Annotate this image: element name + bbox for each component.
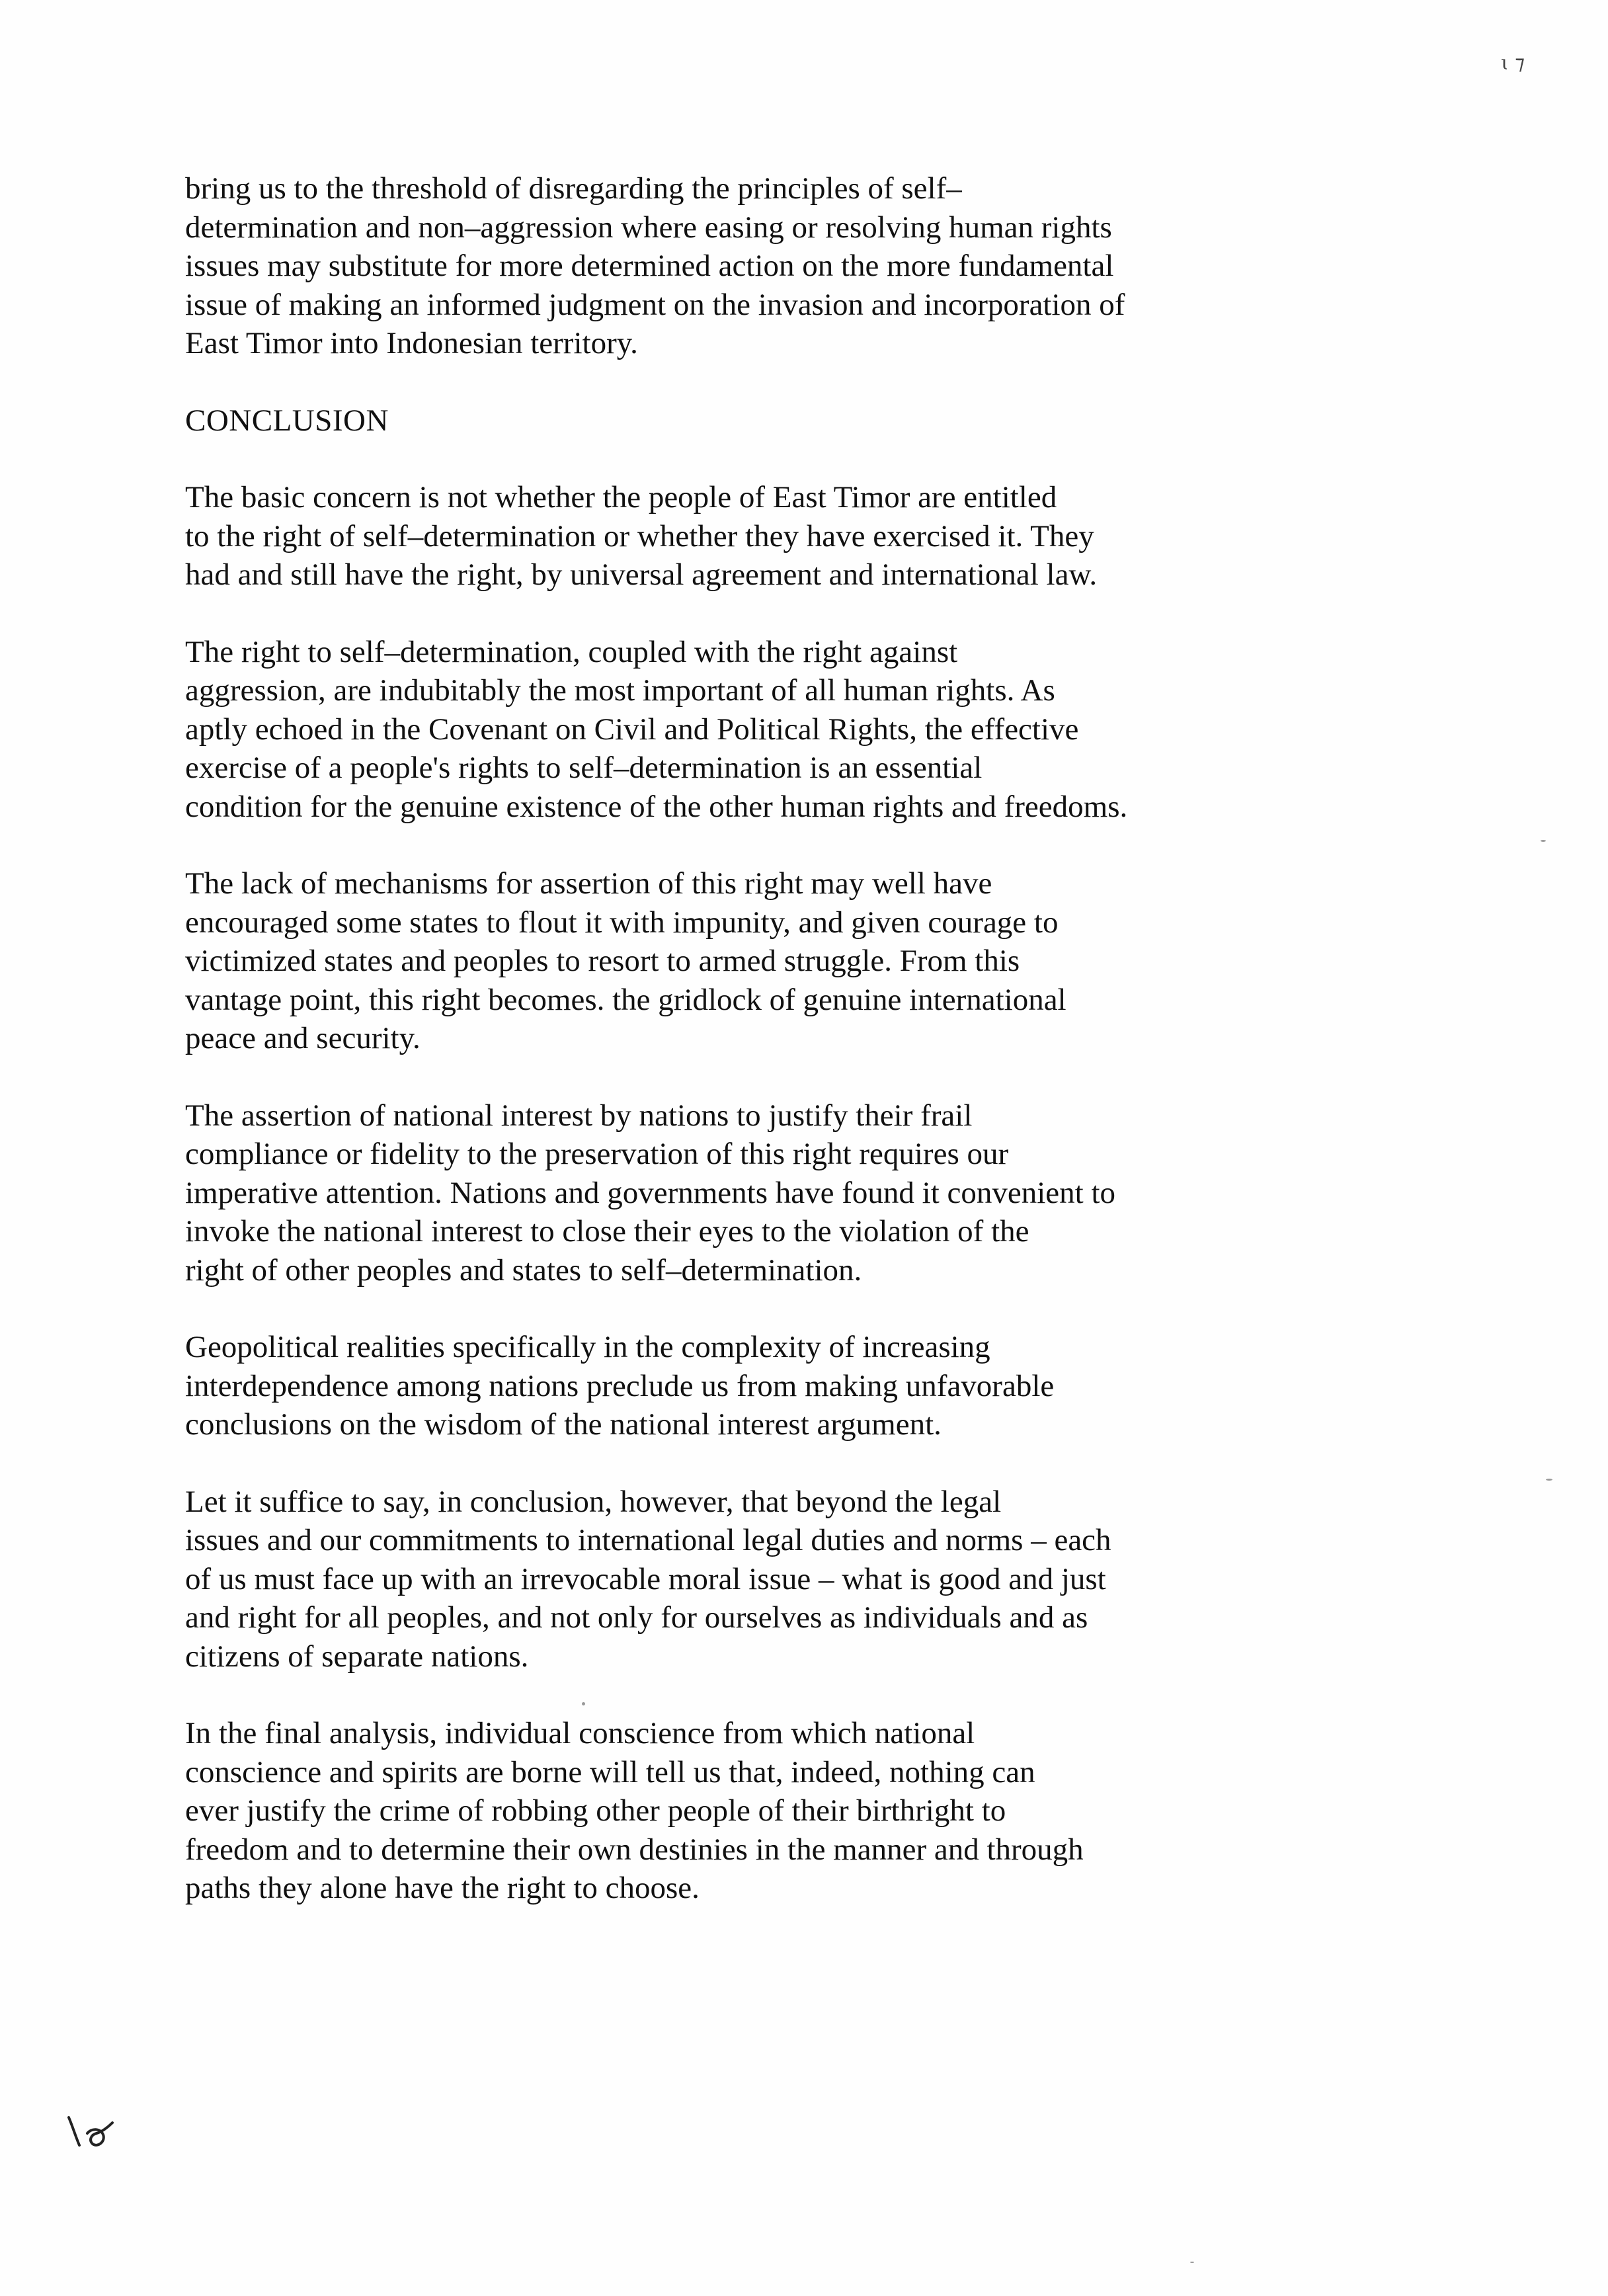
scan-speck xyxy=(1546,1479,1552,1481)
paragraph-5: Geopolitical realities specifically in the complexity of increasing interdependence among nations preclude us from making unfavorable conclusions on the wisdom of the national interest argument. xyxy=(185,1330,1055,1442)
paragraph-3: The lack of mechanisms for assertion of this right may well have encouraged some states to flout it with impunity, and given courage to victimized states and peoples to resort to armed struggle. From this vantage point, this right becomes. the gridlock of genuine international peace and security. xyxy=(185,866,1066,1055)
paragraph-4: The assertion of national interest by nations to justify their frail compliance or fidelity to the preservation of this right requires our imperative attention. Nations and governments have found it convenient to invoke the national interest to close their eyes to the violation of the right of other peoples and states to self–determination. xyxy=(185,1098,1116,1288)
corner-mark: ɩ ⁊ xyxy=(1501,52,1525,75)
section-heading: CONCLUSION xyxy=(185,403,389,438)
paragraph-7: In the final analysis, individual conscience from which national conscience and spirits are borne will tell us that, indeed, nothing can ever justify the crime of robbing other people of their birthright to freedom and to determine their own destinies in the manner and through paths they alone have the right to choose. xyxy=(185,1716,1084,1905)
document-body xyxy=(185,169,1441,1946)
scan-speck xyxy=(1541,840,1546,842)
handwritten-page-number xyxy=(63,2113,123,2153)
paragraph-intro: bring us to the threshold of disregarding the principles of self– determination and non–aggression where easing or resolving human rights issues may substitute for more determined action on the more fundamental issue of making an informed judgment on the invasion and incorporation of East Timor into Indonesian territory. xyxy=(185,171,1125,360)
paragraph-2: The right to self–determination, coupled with the right against aggression, are indubitably the most important of all human rights. As aptly echoed in the Covenant on Civil and Political Rights, the effective exercise of a people's rights to self–determination is an essential condition for the genuine existence of the other human rights and freedoms. xyxy=(185,634,1128,824)
paragraph-1: The basic concern is not whether the people of East Timor are entitled to the right of self–determination or whether they have exercised it. They had and still have the right, by universal agreement and international law. xyxy=(185,480,1098,592)
paragraph-6: Let it suffice to say, in conclusion, however, that beyond the legal issues and our commitments to international legal duties and norms – each of us must face up with an irrevocable moral issue – what is good and just and right for all peoples, and not only for ourselves as individuals and as citizens of separate nations. xyxy=(185,1484,1111,1674)
scan-speck xyxy=(582,1702,585,1705)
scan-speck xyxy=(1190,2262,1194,2263)
